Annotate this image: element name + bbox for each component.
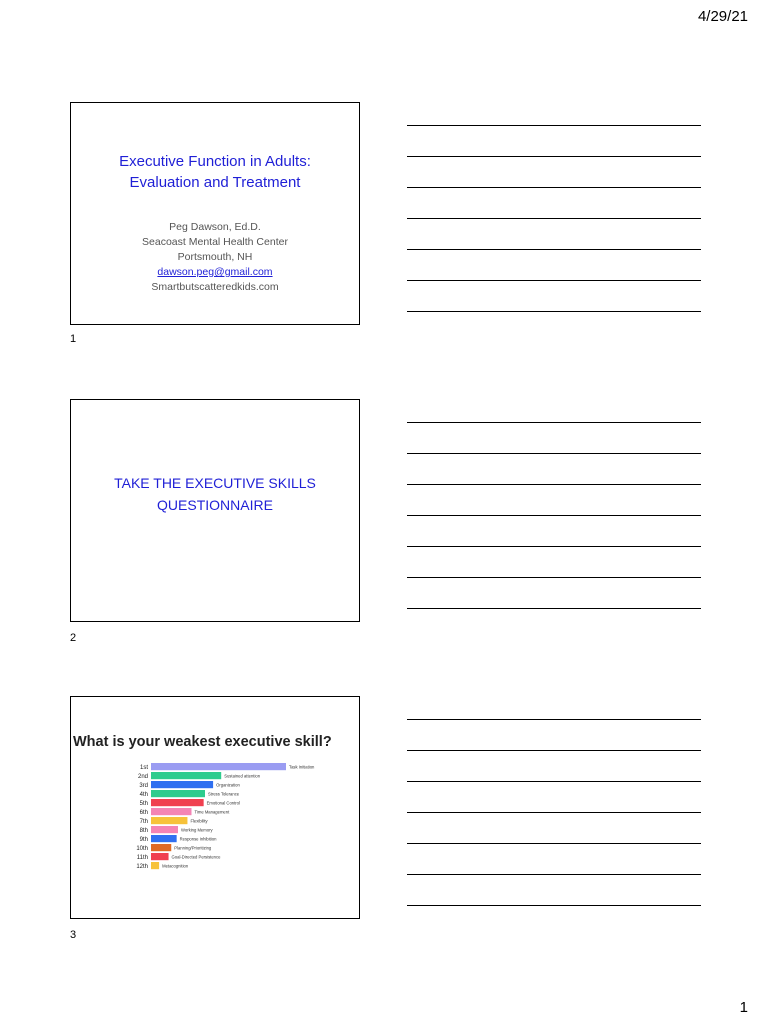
slide-1 <box>70 102 360 325</box>
skill-label: Metacognition <box>162 863 189 869</box>
skill-bar <box>151 781 213 788</box>
skill-bar <box>151 826 178 833</box>
page-date: 4/29/21 <box>697 8 748 25</box>
page-number: 1 <box>739 999 748 1016</box>
rank-label: 1st <box>139 765 148 772</box>
note-line <box>407 95 701 126</box>
note-line <box>407 751 701 782</box>
slide-3-number: 3 <box>70 929 77 941</box>
slide-2-title <box>71 472 359 516</box>
author-organization: Seacoast Mental Health Center <box>142 236 288 248</box>
skill-label: Flexibility <box>190 818 208 824</box>
slide-1-title-line-1: Executive Function in Adults: <box>119 153 311 170</box>
note-line <box>407 392 701 423</box>
skill-label: Time Management <box>194 809 230 815</box>
rank-label: 7th <box>139 819 148 826</box>
author-location: Portsmouth, NH <box>177 251 253 263</box>
slide-1-notes <box>407 95 701 312</box>
author-name: Peg Dawson, Ed.D. <box>169 221 261 233</box>
note-line <box>407 547 701 578</box>
slide-3-notes <box>407 689 701 906</box>
skill-label: Organization <box>216 782 240 788</box>
rank-label: 9th <box>139 837 148 844</box>
skill-bar <box>151 817 187 824</box>
skill-bar <box>151 844 171 851</box>
slide-2 <box>70 399 360 622</box>
note-line <box>407 875 701 906</box>
slide-1-title-line-2: Evaluation and Treatment <box>129 174 301 191</box>
skill-bar <box>151 772 221 779</box>
rank-label: 12th <box>136 864 148 871</box>
author-email-link[interactable]: dawson.peg@gmail.com <box>157 266 273 278</box>
rank-label: 5th <box>139 801 148 808</box>
rank-label: 10th <box>136 846 148 853</box>
skill-label: Response Inhibition <box>179 836 217 842</box>
note-line <box>407 844 701 875</box>
note-line <box>407 157 701 188</box>
skill-bar <box>151 763 286 770</box>
slide-3-title: What is your weakest executive skill? <box>73 734 332 750</box>
note-line <box>407 578 701 609</box>
skill-label: Sustained attention <box>224 773 261 779</box>
note-line <box>407 720 701 751</box>
slide-2-notes <box>407 392 701 609</box>
skill-bar <box>151 790 205 797</box>
note-line <box>407 281 701 312</box>
rank-label: 3rd <box>139 783 148 790</box>
note-line <box>407 188 701 219</box>
rank-label: 2nd <box>137 774 148 781</box>
slide-2-title-line-1: TAKE THE EXECUTIVE SKILLS <box>114 475 316 491</box>
skill-label: Planning/Prioritizing <box>174 845 212 851</box>
slide-1-title <box>71 151 359 193</box>
rank-label: 6th <box>139 810 148 817</box>
slide-1-number: 1 <box>70 333 77 345</box>
rank-label: 4th <box>139 792 148 799</box>
skill-bar <box>151 835 177 842</box>
slide-2-number: 2 <box>70 632 77 644</box>
note-line <box>407 219 701 250</box>
note-line <box>407 813 701 844</box>
skill-label: Task Initiation <box>289 764 315 770</box>
note-line <box>407 516 701 547</box>
author-website: Smartbutscatteredkids.com <box>151 281 279 293</box>
skill-bar <box>151 853 169 860</box>
skill-label: Working Memory <box>181 827 213 833</box>
note-line <box>407 782 701 813</box>
note-line <box>407 250 701 281</box>
skill-bar <box>151 808 192 815</box>
slide-1-author-info <box>71 220 359 295</box>
note-line <box>407 485 701 516</box>
rank-label: 11th <box>136 855 148 862</box>
slide-3 <box>70 696 360 919</box>
skill-label: Emotional Control <box>206 800 240 806</box>
slide-2-title-line-2: QUESTIONNAIRE <box>157 497 273 513</box>
weakest-skill-bar-chart <box>123 762 353 874</box>
note-line <box>407 689 701 720</box>
rank-label: 8th <box>139 828 148 835</box>
skill-label: Goal-Directed Persistence <box>171 854 221 860</box>
note-line <box>407 423 701 454</box>
note-line <box>407 454 701 485</box>
skill-label: Stress Tolerance <box>208 791 240 797</box>
note-line <box>407 126 701 157</box>
skill-bar <box>151 862 159 869</box>
skill-bar <box>151 799 204 806</box>
